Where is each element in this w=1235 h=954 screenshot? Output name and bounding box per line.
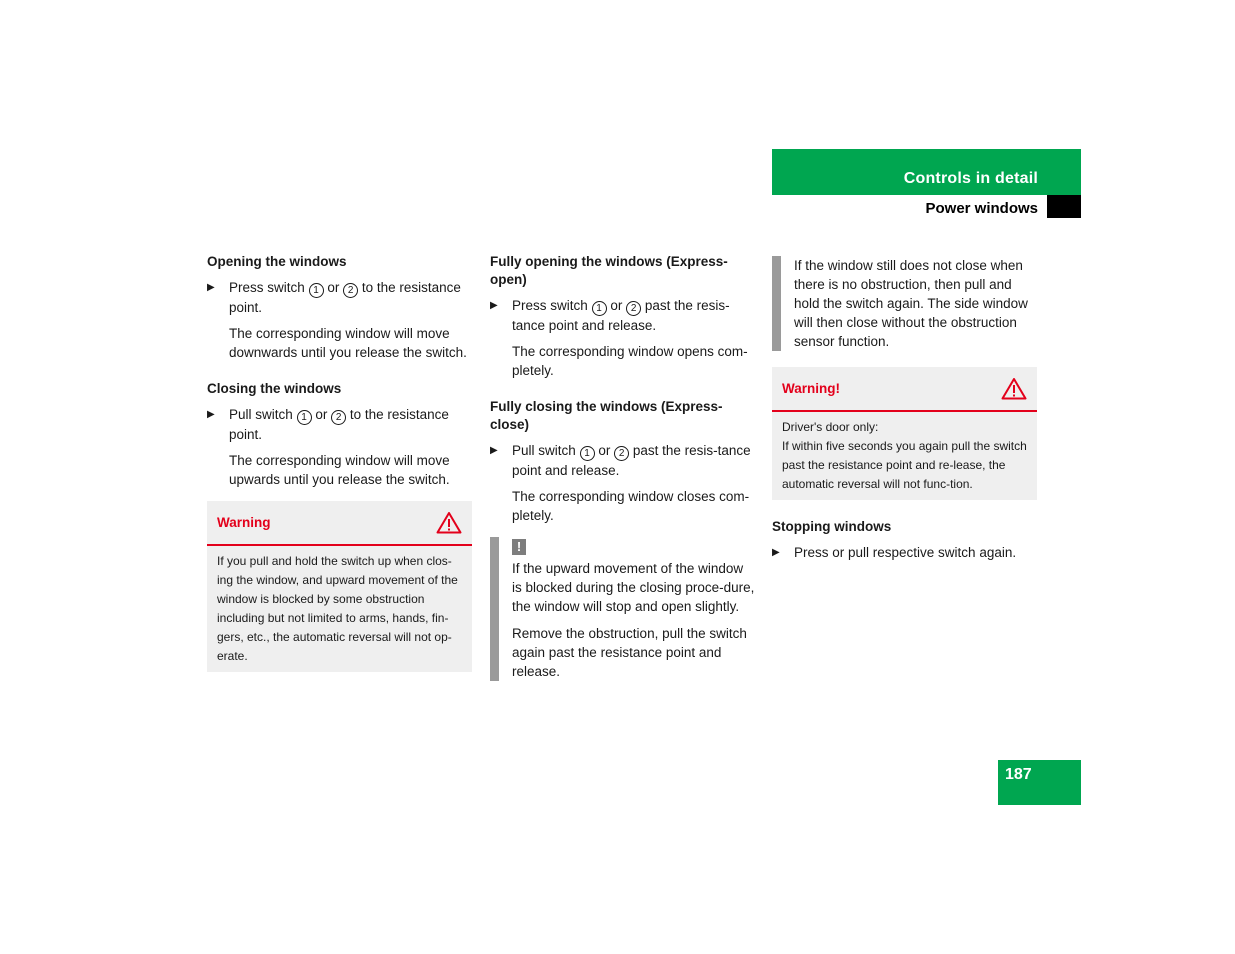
warning-line-1: Driver's door only: [782, 420, 879, 434]
bullet-arrow-icon: ▶ [490, 300, 498, 311]
closing-step: ▶ Pull switch 1 or 2 to the resistance point. [207, 407, 449, 442]
column-2 [490, 253, 755, 685]
warning-triangle-icon [436, 511, 462, 534]
section-title: Controls in detail [903, 170, 1038, 187]
closing-heading: Closing the windows [207, 381, 342, 396]
switch-1-icon: 1 [297, 410, 312, 425]
bullet-arrow-icon: ▶ [772, 547, 780, 558]
opening-result: The corresponding window will move downwards until you release the switch. [229, 326, 467, 360]
warning-box [207, 501, 472, 672]
note-text-1: If the upward movement of the window is blocked during the closing proce-dure, the window will stop and open slightly. [512, 561, 755, 614]
subsection-title: Power windows [925, 200, 1038, 217]
opening-step: ▶ Press switch 1 or 2 to the resistance point. [207, 280, 461, 315]
note-box [490, 537, 755, 681]
note-text-2: Remove the obstruction, pull the switch again past the resistance point and release. [512, 626, 747, 679]
stopping-heading: Stopping windows [772, 519, 892, 534]
express-close-step: ▶ Pull switch 1 or 2 past the resis-tance point and release. [490, 443, 751, 478]
bullet-arrow-icon: ▶ [207, 409, 215, 420]
switch-2-icon: 2 [343, 283, 358, 298]
closing-result: The corresponding window will move upwards until you release the switch. [229, 453, 450, 487]
warning-box-driver [772, 367, 1037, 500]
header-marker [1047, 195, 1081, 218]
note-continued-box [772, 256, 1037, 351]
bullet-arrow-icon: ▶ [490, 445, 498, 456]
column-1 [207, 253, 472, 672]
switch-1-icon: 1 [309, 283, 324, 298]
column-3 [772, 253, 1037, 569]
warning-title: Warning [217, 515, 271, 530]
switch-2-icon: 2 [614, 446, 629, 461]
express-open-heading: Fully opening the windows (Express-open) [490, 254, 728, 287]
warning-text: If within five seconds you again pull the switch past the resistance point and re-lease, the automatic reversal will not func-tion. [782, 439, 1027, 491]
switch-2-icon: 2 [331, 410, 346, 425]
opening-heading: Opening the windows [207, 254, 347, 269]
express-open-step: ▶ Press switch 1 or 2 past the resis-tance point and release. [490, 298, 730, 333]
warning-text: If you pull and hold the switch up when clos-ing the window, and upward movement of the window is blocked by some obstruction including but not limited to arms, hands, fin-gers, etc., the automatic reversal will not op-erate. [217, 554, 458, 663]
exclamation-icon: ! [512, 539, 526, 555]
page-number: 187 [998, 760, 1081, 805]
switch-1-icon: 1 [580, 446, 595, 461]
switch-1-icon: 1 [592, 301, 607, 316]
warning-title: Warning! [782, 381, 840, 396]
section-header [772, 149, 1081, 195]
note-continued-text: If the window still does not close when there is no obstruction, then pull and hold the switch again. The side window will then close without the obstruction sensor function. [794, 258, 1028, 349]
warning-triangle-icon [1001, 377, 1027, 400]
switch-2-icon: 2 [626, 301, 641, 316]
express-close-result: The corresponding window closes com-pletely. [512, 489, 750, 523]
express-open-result: The corresponding window opens com-pletely. [512, 344, 748, 378]
stopping-step: ▶ Press or pull respective switch again. [772, 545, 1017, 560]
express-close-heading: Fully closing the windows (Express-close) [490, 399, 723, 432]
bullet-arrow-icon: ▶ [207, 282, 215, 293]
